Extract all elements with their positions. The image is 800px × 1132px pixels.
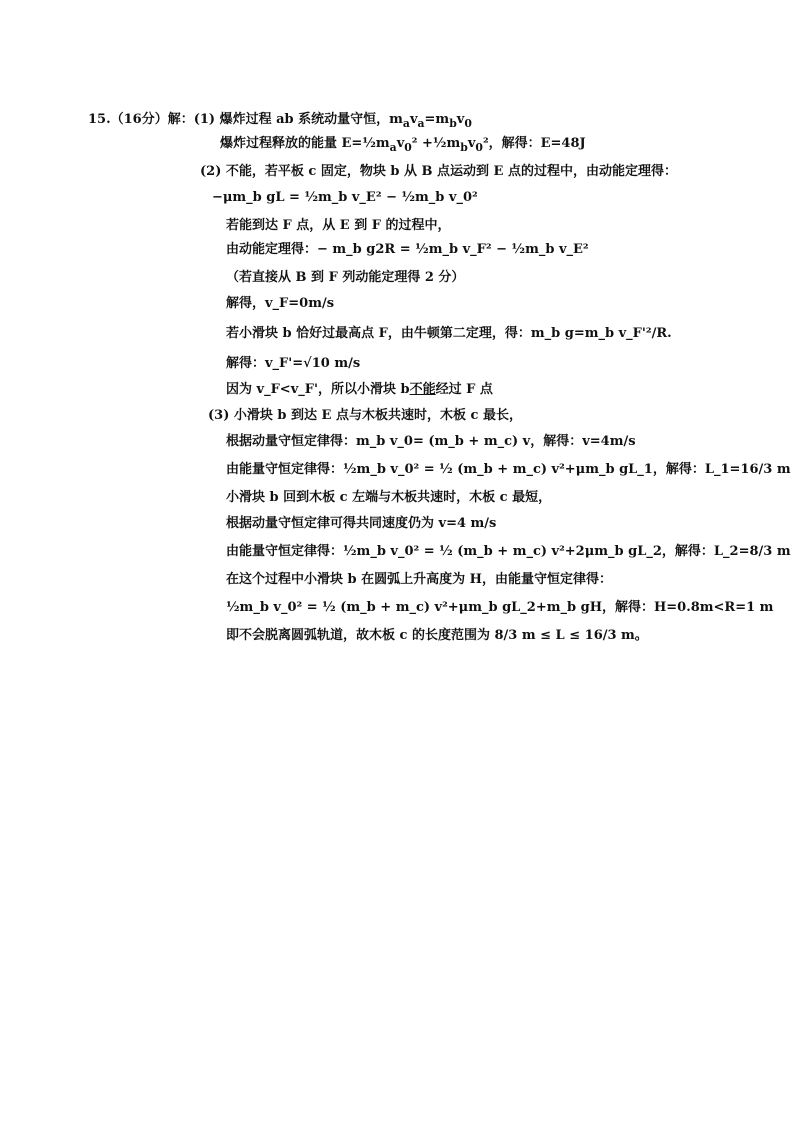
line-text: 小滑块 b 回到木板 c 左端与木板共速时，木板 c 最短， xyxy=(226,490,552,505)
subscript: 0 xyxy=(464,117,472,131)
line-momentum-1 xyxy=(226,432,636,452)
line-text: 根据动量守恒定律得：m_b v_0= (m_b + m_c) v，解得：v=4m/s xyxy=(226,434,636,449)
line-scoring-note xyxy=(226,268,464,288)
line-text: v xyxy=(396,136,405,151)
line-text: 在这个过程中小滑块 b 在圆弧上升高度为 H，由能量守恒定律得： xyxy=(226,572,612,587)
line-text: ²，解得：E=48J xyxy=(482,136,586,151)
line-text: 因为 v_F<v_F'，所以小滑块 b xyxy=(226,382,410,397)
underlined-text: 不能 xyxy=(409,382,436,397)
line-text: (3) 小滑块 b 到达 E 点与木板共速时，木板 c 最长， xyxy=(208,408,522,423)
subscript: b xyxy=(449,117,457,131)
line-text: 根据动量守恒定律可得共同速度仍为 v=4 m/s xyxy=(226,516,497,531)
line-work-energy-1 xyxy=(212,188,478,208)
line-part2-intro xyxy=(200,162,677,182)
line-arc-height xyxy=(226,570,612,590)
subscript: 0 xyxy=(404,141,412,155)
line-vf-result xyxy=(226,294,334,314)
line-energy-cons-2 xyxy=(226,542,791,562)
line-text: 若能到达 F 点，从 E 到 F 的过程中， xyxy=(226,218,451,233)
line-text: 解得，v_F=0m/s xyxy=(226,296,335,311)
line-text: ² + xyxy=(411,136,433,151)
line-text: 解得：v_F'=√10 m/s xyxy=(226,356,361,371)
line-text: ½m_b v_0² = ½ (m_b + m_c) v²+μm_b gL_2+m_b gH，解得：H=0.8m<R=1 m xyxy=(226,600,774,615)
line-text: v xyxy=(456,112,465,127)
subscript: b xyxy=(460,141,468,155)
line-newton-second xyxy=(226,324,672,344)
line-shortest-board xyxy=(226,488,551,508)
subscript: 0 xyxy=(475,141,483,155)
line-text: 爆炸过程释放的能量 E= xyxy=(220,136,363,151)
line-reach-f xyxy=(226,216,451,236)
line-text: (2) 不能，若平板 c 固定，物块 b 从 B 点运动到 E 点的过程中，由动能定理得： xyxy=(200,164,677,179)
line-text: 由动能定理得：− m_b g2R = ½m_b v_F² − ½m_b v_E² xyxy=(226,242,589,257)
line-part3-intro xyxy=(208,406,522,426)
line-text: ½m xyxy=(362,136,390,151)
line-text: 若小滑块 b 恰好过最高点 F，由牛顿第二定理，得：m_b g=m_b v_F'²/R. xyxy=(226,326,672,341)
line-momentum-2 xyxy=(226,514,496,534)
line-text: 由能量守恒定律得：½m_b v_0² = ½ (m_b + m_c) v²+μm_b gL_1，解得：L_1=16/3 m xyxy=(226,462,791,477)
line-text: v xyxy=(409,112,418,127)
line-vf-prime-result xyxy=(226,354,360,374)
line-conclusion-part2 xyxy=(226,380,493,400)
line-text: 经过 F 点 xyxy=(435,382,493,397)
line-energy-cons-1 xyxy=(226,460,791,480)
line-text: 15.（16分）解：(1) 爆炸过程 ab 系统动量守恒，m xyxy=(88,112,403,127)
subscript: a xyxy=(402,117,410,131)
line-text: =m xyxy=(424,112,450,127)
subscript: a xyxy=(417,117,425,131)
line-energy-cons-3 xyxy=(226,598,773,618)
line-energy-release xyxy=(220,134,586,154)
line-final-range xyxy=(226,626,648,646)
line-text: ½m xyxy=(432,136,461,151)
line-problem-header xyxy=(88,110,472,130)
line-work-energy-2 xyxy=(226,240,589,260)
line-text: （若直接从 B 到 F 列动能定理得 2 分） xyxy=(226,270,465,285)
subscript: a xyxy=(389,141,397,155)
line-text: 由能量守恒定律得：½m_b v_0² = ½ (m_b + m_c) v²+2μm_b gL_2，解得：L_2=8/3 m xyxy=(226,544,791,559)
line-text: v xyxy=(467,136,476,151)
line-text: 即不会脱离圆弧轨道，故木板 c 的长度范围为 8/3 m ≤ L ≤ 16/3 m。 xyxy=(226,628,648,643)
line-text: −μm_b gL = ½m_b v_E² − ½m_b v_0² xyxy=(212,190,478,205)
